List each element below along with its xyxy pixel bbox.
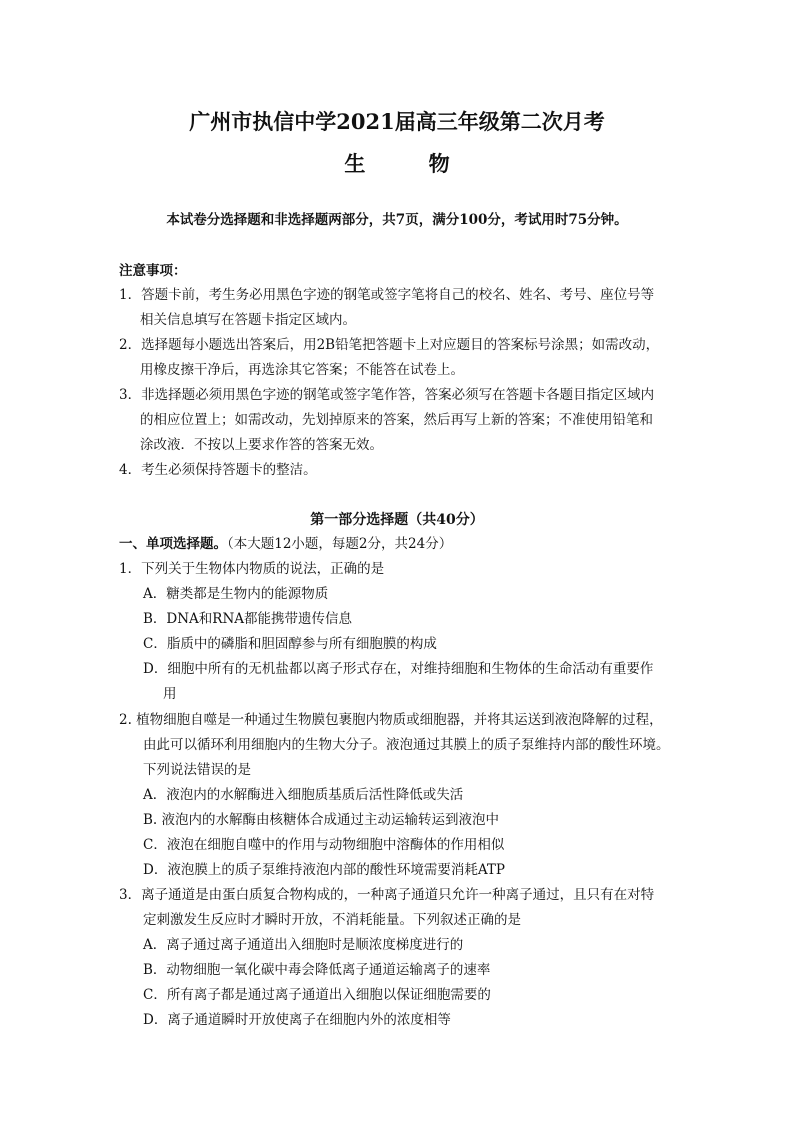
section-label: 一、单项选择题。 [119,536,227,552]
q1-option-b: B．DNA和RNA都能携带遗传信息 [143,611,353,627]
notice-item-3-cont: 的相应位置上；如需改动，先划掉原来的答案，然后再写上新的答案；不准使用铅笔和 [140,412,653,428]
notice-heading: 注意事项： [119,263,187,279]
notice-item-3-cont2: 涂改液．不按以上要求作答的答案无效。 [140,437,383,453]
notice-item-3: 3．非选择题必须用黑色字迹的钢笔或签字笔作答，答案必须写在答题卡各题目指定区域内 [119,387,655,403]
q1-option-c: C．脂质中的磷脂和胆固醇参与所有细胞膜的构成 [143,636,437,652]
notice-item-1: 1．答题卡前，考生务必用黑色字迹的钢笔或签字笔将自己的校名、姓名、考号、座位号等 [119,287,655,303]
part1-heading: 第一部分选择题（共40分） [310,512,484,528]
q1-option-d-cont: 用 [163,686,177,702]
q2-stem-cont2: 下列说法错误的是 [143,762,251,778]
exam-summary: 本试卷分选择题和非选择题两部分，共7页，满分100分，考试用时75分钟。 [166,212,628,228]
notice-item-4: 4．考生必须保持答题卡的整洁。 [119,462,317,478]
exam-title: 广州市执信中学2021届高三年级第二次月考 [189,109,605,134]
q1-option-d: D．细胞中所有的无机盐都以离子形式存在，对维持细胞和生物体的生命活动有重要作 [143,661,654,677]
q2-option-b: B. 液泡内的水解酶由核糖体合成通过主动运输转运到液泡中 [143,812,500,828]
q1-option-a: A．糖类都是生物内的能源物质 [143,586,329,602]
notice-item-2: 2．选择题每小题选出答案后，用2B铅笔把答题卡上对应题目的答案标号涂黑；如需改动， [119,337,660,353]
notice-item-2-cont: 用橡皮擦干净后，再选涂其它答案；不能答在试卷上。 [140,362,464,378]
q2-option-c: C．液泡在细胞自噬中的作用与动物细胞中溶酶体的作用相似 [143,837,505,853]
q3-option-b: B．动物细胞一氧化碳中毒会降低离子通道运输离子的速率 [143,962,491,978]
q1-stem: 1．下列关于生物体内物质的说法，正确的是 [119,561,385,577]
q2-option-d: D．液泡膜上的质子泵维持液泡内部的酸性环境需要消耗ATP [143,862,505,878]
q3-option-c: C．所有离子都是通过离子通道出入细胞以保证细胞需要的 [143,987,491,1003]
exam-subject: 生 物 [344,151,478,176]
q3-stem-cont: 定刺激发生反应时才瞬时开放，不消耗能量。下列叙述正确的是 [143,912,521,928]
q3-option-d: D．离子通道瞬时开放使离子在细胞内外的浓度相等 [143,1012,451,1028]
q2-option-a: A．液泡内的水解酶进入细胞质基质后活性降低或失活 [143,787,464,803]
q3-stem: 3．离子通道是由蛋白质复合物构成的，一种离子通道只允许一种离子通过，且只有在对特 [119,887,655,903]
q2-stem-cont: 由此可以循环利用细胞内的生物大分子。液泡通过其膜上的质子泵维持内部的酸性环境。 [143,737,670,753]
q3-option-a: A．离子通过离子通道出入细胞时是顺浓度梯度进行的 [143,937,464,953]
q2-stem: 2. 植物细胞自噬是一种通过生物膜包裹胞内物质或细胞器，并将其运送到液泡降解的过程， [119,712,663,728]
notice-item-1-cont: 相关信息填写在答题卡指定区域内。 [140,312,356,328]
section-heading [119,535,452,553]
section-note: （本大题12小题，每题2分，共24分） [227,536,453,552]
